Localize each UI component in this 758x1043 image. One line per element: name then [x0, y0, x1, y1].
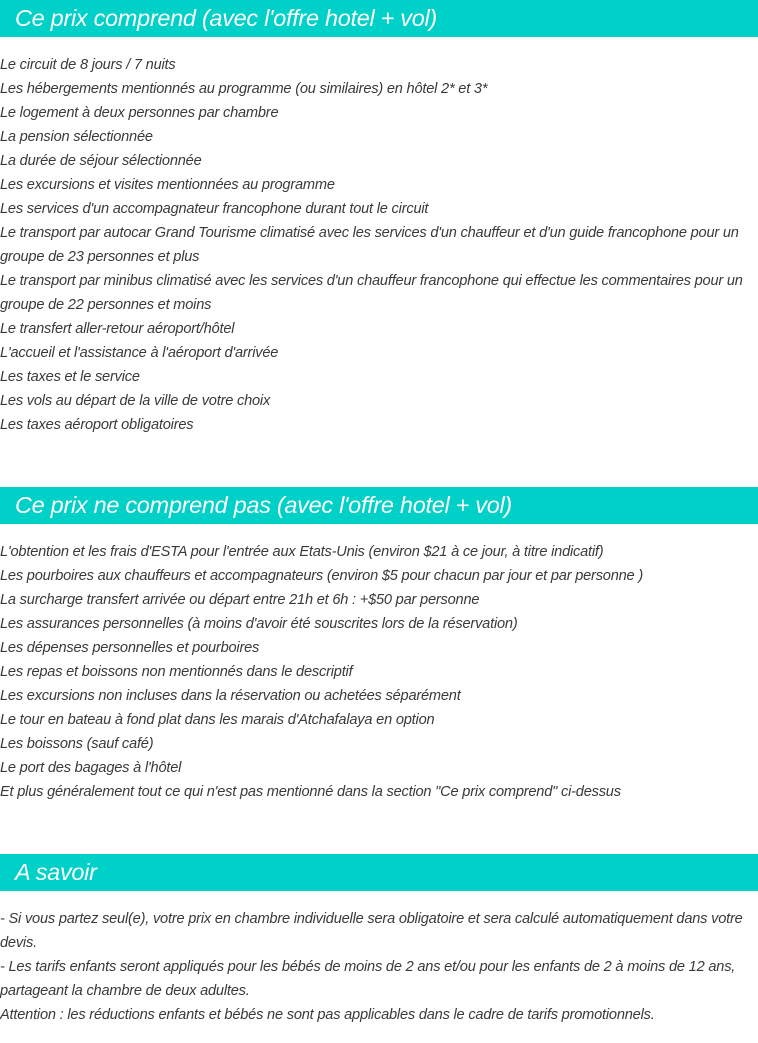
list-item: - Si vous partez seul(e), votre prix en chambre individuelle sera obligatoire et sera calculé automatiquement dans votre devis. — [0, 911, 743, 951]
list-item: Les excursions non incluses dans la réservation ou achetées séparément — [0, 688, 461, 704]
list-item: L'obtention et les frais d'ESTA pour l'entrée aux Etats-Unis (environ $21 à ce jour, à titre indicatif) — [0, 544, 604, 560]
list-item: La pension sélectionnée — [0, 129, 153, 145]
list-item: La durée de séjour sélectionnée — [0, 153, 202, 169]
good-to-know-list — [0, 907, 752, 1027]
list-item: Les boissons (sauf café) — [0, 736, 154, 752]
list-item: Les assurances personnelles (à moins d'avoir été souscrites lors de la réservation) — [0, 616, 518, 632]
list-item: Le logement à deux personnes par chambre — [0, 105, 279, 121]
list-item: Et plus généralement tout ce qui n'est pas mentionné dans la section "Ce prix comprend" ci-dessus — [0, 784, 621, 800]
list-item: Le transport par minibus climatisé avec les services d'un chauffeur francophone qui effectue les commentaires pour un groupe de 22 personnes et moins — [0, 273, 743, 313]
list-item: - Les tarifs enfants seront appliqués pour les bébés de moins de 2 ans et/ou pour les enfants de 2 à moins de 12 ans, partageant la chambre de deux adultes. — [0, 959, 736, 999]
list-item: Le circuit de 8 jours / 7 nuits — [0, 57, 176, 73]
section-header-good-to-know — [0, 854, 758, 891]
list-item: Le port des bagages à l'hôtel — [0, 760, 182, 776]
list-item: Les dépenses personnelles et pourboires — [0, 640, 260, 656]
list-item: Les excursions et visites mentionnées au programme — [0, 177, 335, 193]
section-title-not-included: Ce prix ne comprend pas (avec l'offre hotel + vol) — [15, 491, 512, 518]
section-title-good-to-know: A savoir — [15, 858, 97, 885]
list-item: Le transfert aller-retour aéroport/hôtel — [0, 321, 235, 337]
not-included-list — [0, 540, 752, 804]
list-item: Les hébergements mentionnés au programme (ou similaires) en hôtel 2* et 3* — [0, 81, 488, 97]
list-item: L'accueil et l'assistance à l'aéroport d'arrivée — [0, 345, 279, 361]
list-item: Le tour en bateau à fond plat dans les marais d'Atchafalaya en option — [0, 712, 435, 728]
section-header-not-included — [0, 487, 758, 524]
list-item: Les vols au départ de la ville de votre choix — [0, 393, 271, 409]
list-item: La surcharge transfert arrivée ou départ entre 21h et 6h : +$50 par personne — [0, 592, 480, 608]
section-header-included — [0, 0, 758, 37]
list-item: Attention : les réductions enfants et bébés ne sont pas applicables dans le cadre de tarifs promotionnels. — [0, 1007, 655, 1023]
list-item: Les services d'un accompagnateur francophone durant tout le circuit — [0, 201, 429, 217]
included-list — [0, 53, 752, 437]
list-item: Les repas et boissons non mentionnés dans le descriptif — [0, 664, 353, 680]
section-title-included: Ce prix comprend (avec l'offre hotel + vol) — [15, 4, 437, 31]
list-item: Les pourboires aux chauffeurs et accompagnateurs (environ $5 pour chacun par jour et par personne ) — [0, 568, 643, 584]
list-item: Les taxes et le service — [0, 369, 140, 385]
list-item: Le transport par autocar Grand Tourisme climatisé avec les services d'un chauffeur et d'un guide francophone pour un groupe de 23 personnes et plus — [0, 225, 739, 265]
list-item: Les taxes aéroport obligatoires — [0, 417, 194, 433]
